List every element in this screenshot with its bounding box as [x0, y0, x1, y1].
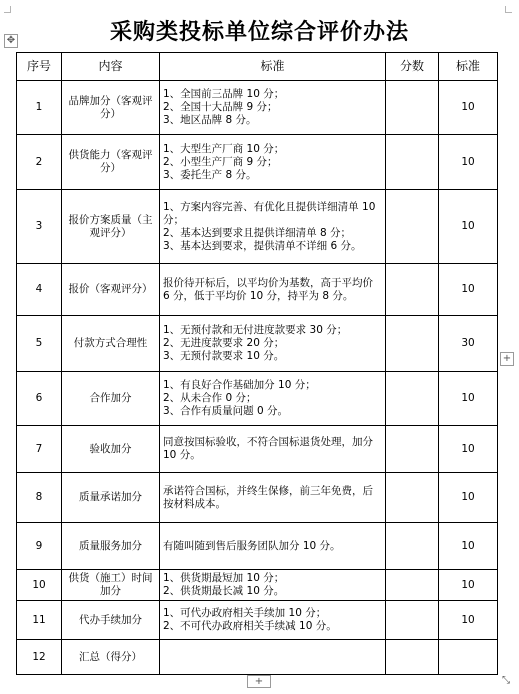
score-cell[interactable] — [386, 372, 439, 426]
max-score-cell[interactable]: 10 — [439, 426, 498, 473]
row-number-cell[interactable]: 9 — [17, 523, 62, 570]
standard-cell[interactable] — [160, 135, 386, 190]
max-score-cell[interactable]: 30 — [439, 316, 498, 372]
score-cell[interactable] — [386, 523, 439, 570]
move-icon: ✥ — [6, 35, 16, 46]
row-number-cell[interactable]: 11 — [17, 601, 62, 640]
row-number-cell[interactable]: 10 — [17, 570, 62, 601]
score-cell[interactable] — [386, 190, 439, 264]
table-row — [17, 570, 498, 601]
score-cell[interactable] — [386, 81, 439, 135]
standard-line: 1、全国前三品牌 10 分； — [163, 88, 285, 100]
score-cell[interactable] — [386, 264, 439, 316]
table-row — [17, 473, 498, 523]
content-cell[interactable]: 供货（施工）时间加分 — [62, 570, 160, 601]
page-corner-mark — [505, 6, 512, 13]
content-cell[interactable]: 报价方案质量（主观评分） — [62, 190, 160, 264]
table-row — [17, 372, 498, 426]
standard-line: 1、供货期最短加 10 分； — [163, 572, 285, 584]
table-row — [17, 601, 498, 640]
standard-line: 1、可代办政府相关手续加 10 分； — [163, 607, 327, 619]
standard-cell[interactable] — [160, 372, 386, 426]
max-score-cell[interactable]: 10 — [439, 570, 498, 601]
table-row — [17, 426, 498, 473]
standard-line: 3、无预付款要求 10 分。 — [163, 350, 285, 362]
row-number-cell[interactable]: 7 — [17, 426, 62, 473]
plus-icon: + — [502, 353, 512, 364]
standard-line: 2、基本达到要求且提供详细清单 8 分； — [163, 226, 352, 239]
standard-line: 2、不可代办政府相关手续减 10 分。 — [163, 620, 337, 632]
standard-cell[interactable] — [160, 426, 386, 473]
row-number-cell[interactable]: 8 — [17, 473, 62, 523]
add-column-button[interactable] — [500, 352, 514, 366]
standard-cell[interactable] — [160, 523, 386, 570]
standard-line: 1、方案内容完善、有优化且提供详细清单 10 分； — [163, 200, 376, 226]
standard-line: 3、委托生产 8 分。 — [163, 168, 257, 181]
content-cell[interactable]: 验收加分 — [62, 426, 160, 473]
score-cell[interactable] — [386, 473, 439, 523]
max-score-cell[interactable]: 10 — [439, 473, 498, 523]
standard-line: 同意按国标验收，不符合国标退货处理，加分 10 分。 — [163, 436, 373, 461]
table-row — [17, 135, 498, 190]
standard-line: 承诺符合国标，并终生保修，前三年免费，后按材料成本。 — [163, 484, 373, 510]
standard-line: 3、基本达到要求，提供清单不详细 6 分。 — [163, 239, 362, 252]
header-score: 分数 — [386, 53, 439, 81]
standard-line: 2、无进度款要求 20 分； — [163, 337, 285, 349]
standard-line: 有随叫随到售后服务团队加分 10 分。 — [163, 539, 341, 552]
score-cell[interactable] — [386, 640, 439, 675]
row-number-cell[interactable]: 1 — [17, 81, 62, 135]
standard-line: 2、全国十大品牌 9 分； — [163, 101, 278, 113]
table-row — [17, 316, 498, 372]
standard-cell[interactable] — [160, 264, 386, 316]
standard-line: 3、地区品牌 8 分。 — [163, 114, 257, 126]
score-cell[interactable] — [386, 316, 439, 372]
header-number: 序号 — [17, 53, 62, 81]
resize-icon: ⤡ — [502, 675, 510, 686]
table-move-handle[interactable] — [4, 34, 18, 48]
standard-line: 2、供货期最长减 10 分。 — [163, 585, 285, 597]
standard-cell[interactable] — [160, 81, 386, 135]
row-number-cell[interactable]: 6 — [17, 372, 62, 426]
standard-cell[interactable] — [160, 473, 386, 523]
standard-cell[interactable] — [160, 640, 386, 675]
score-cell[interactable] — [386, 601, 439, 640]
table-resize-handle[interactable] — [500, 675, 512, 687]
table-row — [17, 264, 498, 316]
score-cell[interactable] — [386, 135, 439, 190]
standard-line: 1、大型生产厂商 10 分； — [163, 142, 285, 155]
standard-cell[interactable] — [160, 316, 386, 372]
max-score-cell[interactable] — [439, 640, 498, 675]
standard-cell[interactable] — [160, 601, 386, 640]
header-content: 内容 — [62, 53, 160, 81]
content-cell[interactable]: 供货能力（客观评分） — [62, 135, 160, 190]
content-cell[interactable]: 付款方式合理性 — [62, 316, 160, 372]
content-cell[interactable]: 品牌加分（客观评分） — [62, 81, 160, 135]
page-corner-mark — [4, 6, 11, 13]
row-number-cell[interactable]: 5 — [17, 316, 62, 372]
table-header-row — [17, 53, 498, 81]
table-row — [17, 523, 498, 570]
max-score-cell[interactable]: 10 — [439, 264, 498, 316]
header-max: 标准 — [439, 53, 498, 81]
table-row — [17, 190, 498, 264]
header-standard: 标准 — [160, 53, 386, 81]
row-number-cell[interactable]: 4 — [17, 264, 62, 316]
content-cell[interactable]: 质量承诺加分 — [62, 473, 160, 523]
row-number-cell[interactable]: 2 — [17, 135, 62, 190]
standard-line: 报价待开标后，以平均价为基数，高于平均价 6 分，低于平均价 10 分，持平为 8 分。 — [163, 276, 373, 302]
standard-line: 1、无预付款和无付进度款要求 30 分； — [163, 324, 348, 336]
max-score-cell[interactable]: 10 — [439, 190, 498, 264]
content-cell[interactable]: 汇总（得分） — [62, 640, 160, 675]
standard-line: 2、小型生产厂商 9 分； — [163, 155, 278, 168]
table-row — [17, 81, 498, 135]
add-row-button[interactable] — [247, 675, 271, 688]
score-cell[interactable] — [386, 426, 439, 473]
standard-line: 3、合作有质量问题 0 分。 — [163, 405, 289, 417]
max-score-cell[interactable]: 10 — [439, 601, 498, 640]
max-score-cell[interactable]: 10 — [439, 372, 498, 426]
row-number-cell[interactable]: 12 — [17, 640, 62, 675]
content-cell[interactable]: 代办手续加分 — [62, 601, 160, 640]
content-cell[interactable]: 合作加分 — [62, 372, 160, 426]
standard-cell[interactable] — [160, 570, 386, 601]
row-number-cell[interactable]: 3 — [17, 190, 62, 264]
max-score-cell[interactable]: 10 — [439, 523, 498, 570]
table-row — [17, 640, 498, 675]
max-score-cell[interactable]: 10 — [439, 135, 498, 190]
content-cell[interactable]: 报价（客观评分） — [62, 264, 160, 316]
score-cell[interactable] — [386, 570, 439, 601]
standard-line: 1、有良好合作基础加分 10 分； — [163, 379, 316, 391]
standard-line: 2、从未合作 0 分； — [163, 392, 257, 404]
plus-icon: + — [254, 676, 264, 687]
content-cell[interactable]: 质量服务加分 — [62, 523, 160, 570]
max-score-cell[interactable]: 10 — [439, 81, 498, 135]
document-title: 采购类投标单位综合评价办法 — [109, 19, 409, 45]
evaluation-table — [16, 52, 498, 675]
standard-cell[interactable] — [160, 190, 386, 264]
